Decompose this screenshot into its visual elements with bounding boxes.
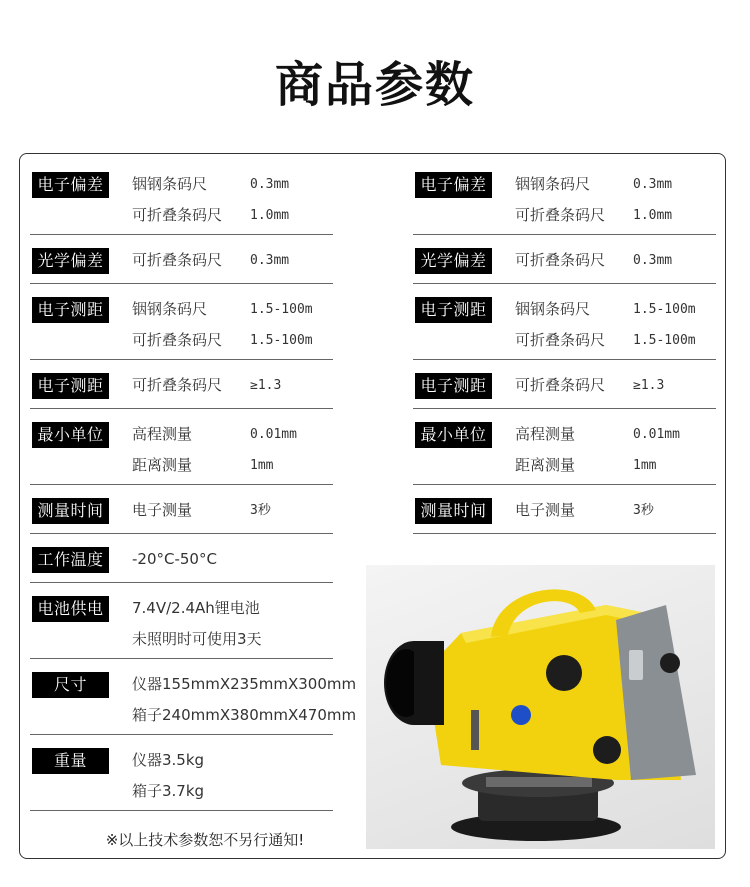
spec-label-badge: 最小单位 xyxy=(415,422,492,448)
spec-row xyxy=(403,485,716,534)
spec-item: 箱子240mmX380mmX470mm xyxy=(132,706,357,724)
spec-row xyxy=(403,360,716,409)
spec-row xyxy=(20,409,333,485)
spec-value: 3秒 xyxy=(250,503,271,518)
spec-row xyxy=(20,659,357,735)
spec-item: -20°C-50°C xyxy=(132,550,217,568)
spec-item: 可折叠条码尺 xyxy=(515,251,606,269)
row-divider xyxy=(30,810,333,811)
spec-item: 距离测量 xyxy=(132,456,193,474)
spec-value: 1.5-100m xyxy=(250,302,313,317)
spec-item: 电子测量 xyxy=(132,501,193,519)
spec-label-badge: 电子偏差 xyxy=(415,172,492,198)
spec-item: 7.4V/2.4Ah锂电池 xyxy=(132,599,260,617)
spec-row xyxy=(20,284,333,360)
spec-value: 1mm xyxy=(633,458,657,473)
spec-item: 仪器155mmX235mmX300mm xyxy=(132,675,357,693)
spec-item: 可折叠条码尺 xyxy=(515,206,606,224)
spec-label-badge: 电子测距 xyxy=(32,297,109,323)
spec-label-badge: 工作温度 xyxy=(32,547,109,573)
digital-level-instrument-image xyxy=(366,565,715,849)
spec-item: 可折叠条码尺 xyxy=(515,331,606,349)
spec-row xyxy=(20,485,333,534)
spec-label-badge: 测量时间 xyxy=(32,498,109,524)
spec-item: 可折叠条码尺 xyxy=(132,331,223,349)
spec-label-badge: 电子测距 xyxy=(32,373,109,399)
spec-item: 距离测量 xyxy=(515,456,576,474)
spec-item: 铟钢条码尺 xyxy=(132,175,208,193)
row-divider xyxy=(413,533,716,534)
spec-item: 电子测量 xyxy=(515,501,576,519)
spec-value: 1.5-100m xyxy=(633,333,696,348)
spec-label-badge: 电子偏差 xyxy=(32,172,109,198)
spec-label-badge: 电子测距 xyxy=(415,297,492,323)
spec-item: 可折叠条码尺 xyxy=(515,376,606,394)
spec-label-badge: 重量 xyxy=(32,748,109,774)
spec-row xyxy=(403,409,716,485)
spec-value: 1.0mm xyxy=(633,208,673,223)
spec-item: 仪器3.5kg xyxy=(132,751,205,769)
spec-label-badge: 电子测距 xyxy=(415,373,492,399)
spec-value: 0.3mm xyxy=(250,177,290,192)
spec-item: 铟钢条码尺 xyxy=(132,300,208,318)
spec-row xyxy=(20,159,333,235)
spec-item: 铟钢条码尺 xyxy=(515,175,591,193)
spec-value: 0.01mm xyxy=(633,427,680,442)
spec-value: 1.0mm xyxy=(250,208,290,223)
spec-value: 1mm xyxy=(250,458,274,473)
spec-row xyxy=(20,235,333,284)
spec-label-badge: 电池供电 xyxy=(32,596,109,622)
spec-item: 可折叠条码尺 xyxy=(132,251,223,269)
spec-item: 未照明时可使用3天 xyxy=(132,630,262,648)
spec-value: 1.5-100m xyxy=(633,302,696,317)
spec-row xyxy=(20,583,333,659)
spec-value: 0.3mm xyxy=(633,253,673,268)
spec-row xyxy=(403,159,716,235)
spec-row xyxy=(20,360,333,409)
spec-item: 高程测量 xyxy=(515,425,576,443)
spec-row xyxy=(20,534,333,583)
spec-value: 0.3mm xyxy=(633,177,673,192)
product-photo xyxy=(366,565,715,849)
spec-label-badge: 尺寸 xyxy=(32,672,109,698)
spec-item: 可折叠条码尺 xyxy=(132,206,223,224)
spec-row xyxy=(403,284,716,360)
spec-value: 0.3mm xyxy=(250,253,290,268)
spec-row xyxy=(20,735,333,811)
spec-value: ≥1.3 xyxy=(633,378,665,393)
spec-label-badge: 测量时间 xyxy=(415,498,492,524)
spec-item: 高程测量 xyxy=(132,425,193,443)
spec-label-badge: 光学偏差 xyxy=(32,248,109,274)
spec-value: 3秒 xyxy=(633,503,654,518)
spec-label-badge: 最小单位 xyxy=(32,422,109,448)
disclaimer-note: ※以上技术参数恕不另行通知! xyxy=(105,831,305,849)
spec-value: ≥1.3 xyxy=(250,378,282,393)
spec-row xyxy=(403,235,716,284)
spec-value: 0.01mm xyxy=(250,427,297,442)
spec-item: 可折叠条码尺 xyxy=(132,376,223,394)
page-title: 商品参数 xyxy=(274,57,475,113)
spec-value: 1.5-100m xyxy=(250,333,313,348)
spec-item: 箱子3.7kg xyxy=(132,782,205,800)
spec-label-badge: 光学偏差 xyxy=(415,248,492,274)
spec-item: 铟钢条码尺 xyxy=(515,300,591,318)
